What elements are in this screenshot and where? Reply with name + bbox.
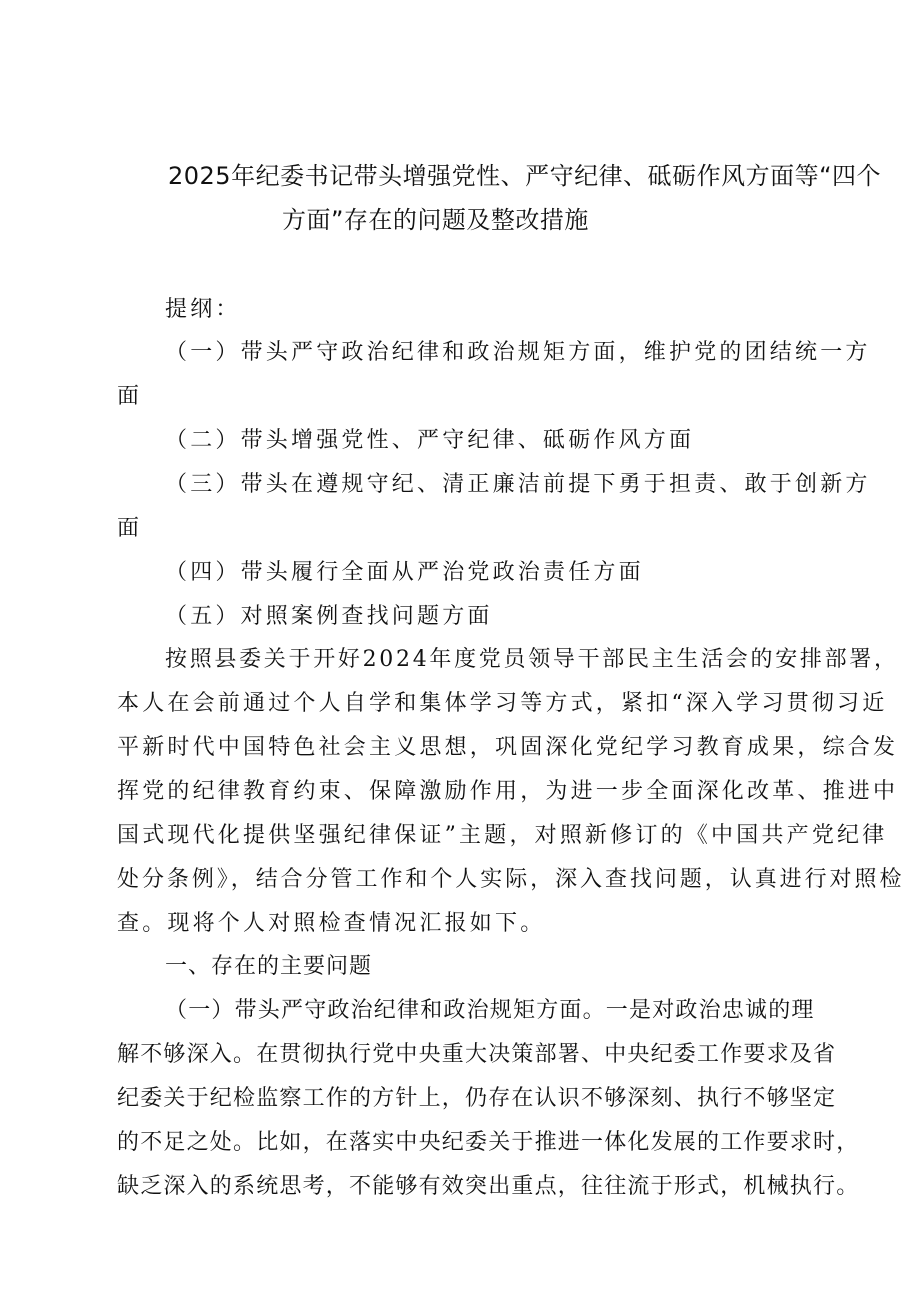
- outline-item: 面: [117, 516, 143, 541]
- outline-item: （三）带头在遵规守纪、清正廉洁前提下勇于担责、敢于创新方: [165, 472, 871, 497]
- paragraph-line: 纪委关于纪检监察工作的方针上，仍存在认识不够深刻、执行不够坚定: [117, 1086, 837, 1111]
- outline-item: （一）带头严守政治纪律和政治规矩方面，维护党的团结统一方: [165, 340, 871, 365]
- outline-item: （二）带头增强党性、严守纪律、砥砺作风方面: [165, 428, 695, 453]
- paragraph-line: 国式现代化提供坚强纪律保证”主题，对照新修订的《中国共产党纪律: [117, 823, 888, 848]
- paragraph-line: 缺乏深入的系统思考，不能够有效突出重点，往往流于形式，机械执行。: [117, 1174, 860, 1199]
- paragraph-line: 的不足之处。比如，在落实中央纪委关于推进一体化发展的工作要求时，: [117, 1130, 860, 1155]
- paragraph-line: 处分条例》，结合分管工作和个人实际，深入查找问题，认真进行对照检: [117, 867, 905, 892]
- paragraph-line: 本人在会前通过个人自学和集体学习等方式，紧扣“深入学习贯彻习近: [117, 691, 888, 716]
- outline-label: 提纲：: [165, 297, 241, 322]
- paragraph-line: 按照县委关于开好2024年度党员领导干部民主生活会的安排部署，: [165, 647, 899, 672]
- paragraph-line: （一）带头严守政治纪律和政治规矩方面。一是对政治忠诚的理: [165, 998, 815, 1023]
- outline-item: 面: [117, 384, 143, 409]
- outline-item: （五）对照案例查找问题方面: [165, 604, 493, 629]
- section-heading: 一、存在的主要问题: [165, 954, 373, 979]
- paragraph-line: 查。现将个人对照检查情况汇报如下。: [117, 911, 546, 936]
- paragraph-line: 挥党的纪律教育约束、保障激励作用，为进一步全面深化改革、推进中: [117, 779, 899, 804]
- paragraph-line: 平新时代中国特色社会主义思想，巩固深化党纪学习教育成果，综合发: [117, 735, 899, 760]
- document-page: 2025年纪委书记带头增强党性、严守纪律、砥砺作风方面等“四个 方面”存在的问题及整改措施 提纲： （一）带头严守政治纪律和政治规矩方面，维护党的团结统一方 面 （二）带头增强党性、严守纪律、砥砺作风方面 （三）带头在遵规守纪、清正廉洁前提下勇于担责、敢于创新方 面 （四）带头履行全面从严治党政治责任方面 （五）对照案例查找问题方面 按照县委关于开好2024年度党员领导干部民主生活会的安排部署， 本人在会前通过个人自学和集体学习等方式，紧扣“深入学习贯彻习近 平新时代中国特色社会主义思想，巩固深化党纪学习教育成果，综合发 挥党的纪律教育约束、保障激励作用，为进一步全面深化改革、推进中 国式现代化提供坚强纪律保证”主题，对照新修订的《中国共产党纪律 处分条例》，结合分管工作和个人实际，深入查找问题，认真进行对照检 查。现将个人对照检查情况汇报如下。 一、存在的主要问题 （一）带头严守政治纪律和政治规矩方面。一是对政治忠诚的理 解不够深入。在贯彻执行党中央重大决策部署、中央纪委工作要求及省 纪委关于纪检监察工作的方针上，仍存在认识不够深刻、执行不够坚定 的不足之处。比如，在落实中央纪委关于推进一体化发展的工作要求时， 缺乏深入的系统思考，不能够有效突出重点，往往流于形式，机械执行。: [117, 162, 905, 1199]
- paragraph-line: 解不够深入。在贯彻执行党中央重大决策部署、中央纪委工作要求及省: [117, 1042, 837, 1067]
- outline-item: （四）带头履行全面从严治党政治责任方面: [165, 560, 644, 585]
